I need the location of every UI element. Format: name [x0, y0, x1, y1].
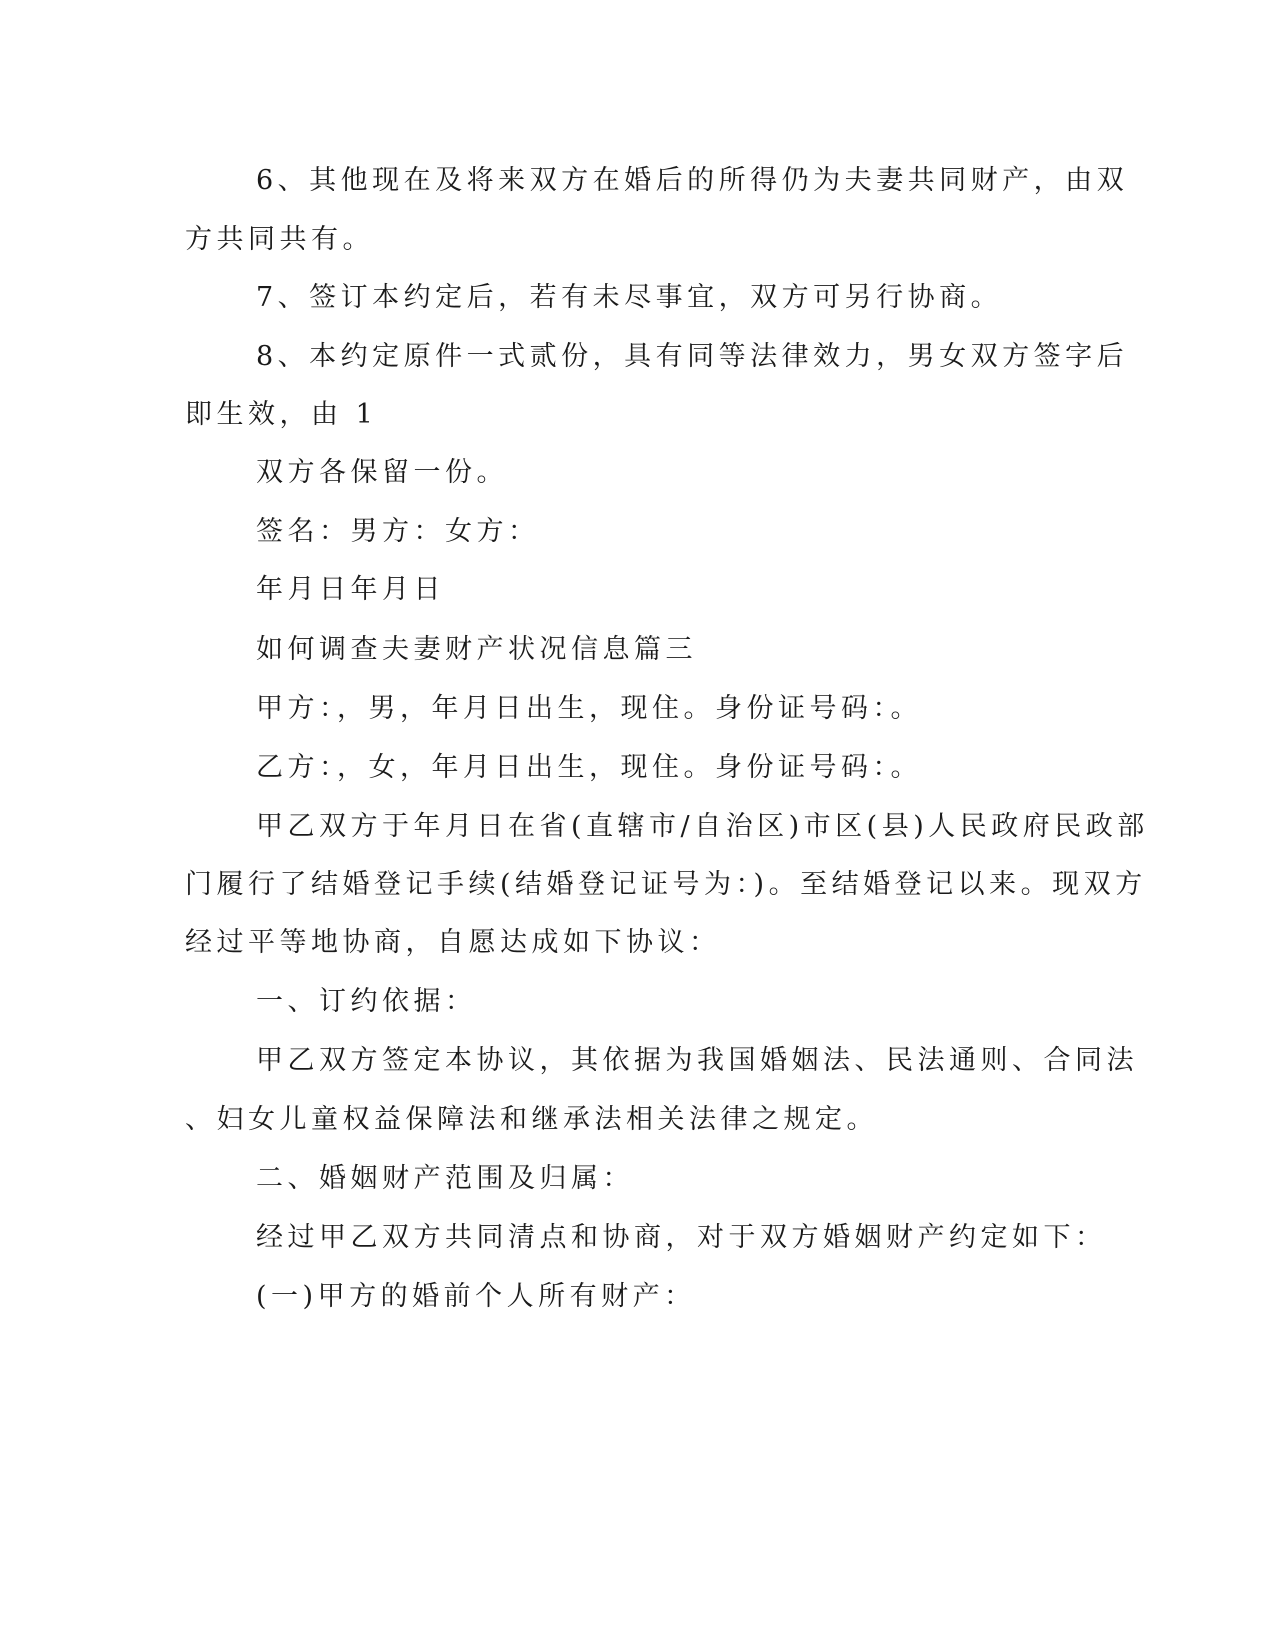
article-2-line-1: 经过甲乙双方共同清点和协商，对于双方婚姻财产约定如下：	[256, 1222, 1107, 1253]
party-a-line: 甲方：，男，年月日出生，现住。身份证号码：。	[256, 693, 922, 724]
article-2-item-1: (一)甲方的婚前个人所有财产：	[256, 1281, 696, 1312]
section-heading: 如何调查夫妻财产状况信息篇三	[256, 634, 697, 665]
article-1-line-1: 甲乙双方签定本协议，其依据为我国婚姻法、民法通则、合同法	[256, 1045, 1138, 1076]
article-1-line-2: 、妇女儿童权益保障法和继承法相关法律之规定。	[185, 1104, 878, 1135]
clause-6-line-1: 6、其他现在及将来双方在婚后的所得仍为夫妻共同财产，由双	[256, 165, 1129, 196]
preamble-line-3: 经过平等地协商，自愿达成如下协议：	[185, 927, 721, 958]
article-2-heading: 二、婚姻财产范围及归属：	[256, 1163, 634, 1194]
preamble-line-1: 甲乙双方于年月日在省(直辖市/自治区)市区(县)人民政府民政部	[256, 811, 1149, 842]
party-b-line: 乙方：，女，年月日出生，现住。身份证号码：。	[256, 752, 922, 783]
clause-7: 7、签订本约定后，若有未尽事宜，双方可另行协商。	[256, 282, 1003, 313]
article-1-heading: 一、订约依据：	[256, 986, 477, 1017]
signature-line: 签名：男方：女方：	[256, 516, 540, 547]
clause-8-line-1: 8、本约定原件一式贰份，具有同等法律效力，男女双方签字后	[256, 341, 1129, 372]
clause-8-line-2: 即生效，由 1	[185, 399, 378, 430]
preamble-line-2: 门履行了结婚登记手续(结婚登记证号为：)。至结婚登记以来。现双方	[185, 869, 1147, 900]
clause-8-line-3: 双方各保留一份。	[256, 457, 508, 488]
clause-6-line-2: 方共同共有。	[185, 224, 374, 255]
date-line: 年月日年月日	[256, 574, 445, 605]
